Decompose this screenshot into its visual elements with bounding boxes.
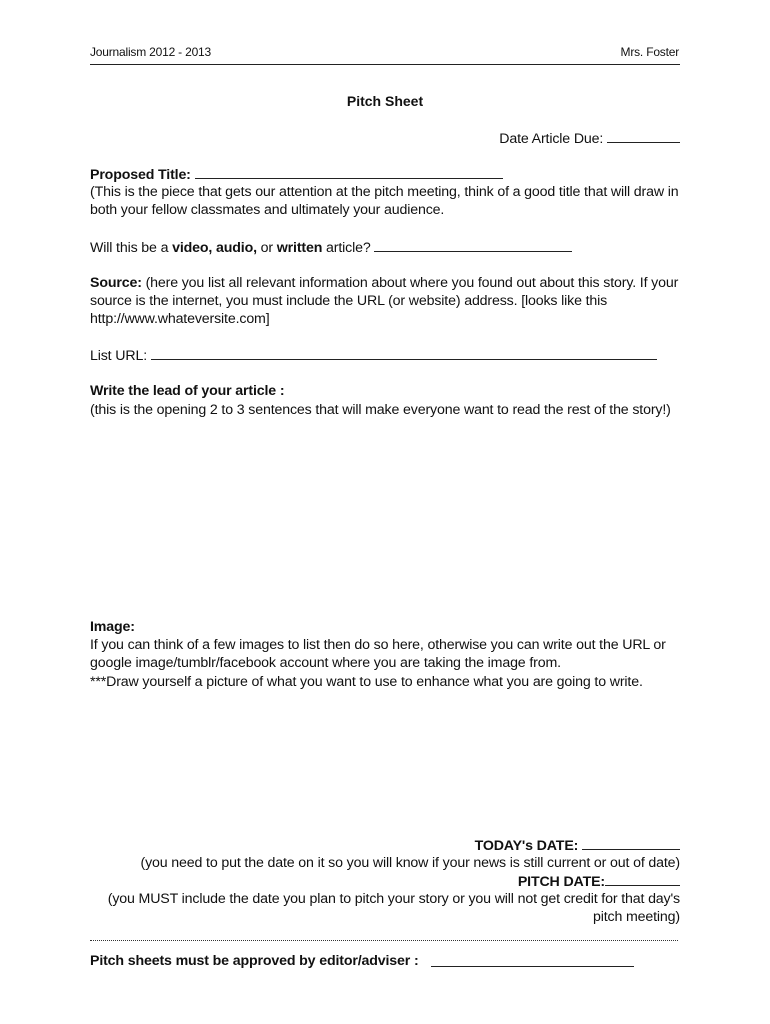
image-label: Image:: [90, 619, 135, 635]
format-option-written: written: [276, 240, 323, 256]
todays-date-note: (you need to put the date on it so you will know if your news is still current or out of date): [140, 855, 680, 871]
proposed-title-field[interactable]: [195, 165, 503, 179]
date-due-field[interactable]: [607, 129, 680, 143]
list-url-row: [90, 346, 690, 365]
pitch-date-note: (you MUST include the date you plan to pitch your story or you will not get credit for that day's pitch meeting): [107, 891, 680, 926]
image-drawing-area[interactable]: [90, 715, 680, 830]
proposed-title-label: Proposed Title:: [90, 167, 195, 183]
format-answer-field[interactable]: [374, 238, 572, 252]
pitch-date-label: PITCH DATE:: [517, 874, 605, 890]
todays-date-field[interactable]: [582, 836, 680, 850]
date-due-row: [499, 129, 680, 148]
lead-writing-area[interactable]: [90, 445, 680, 610]
lead-label: Write the lead of your article :: [90, 383, 285, 399]
dotted-separator: [90, 940, 678, 941]
todays-date-label: TODAY's DATE:: [474, 838, 582, 854]
header-teacher: Mrs. Foster: [620, 45, 679, 59]
list-url-field[interactable]: [151, 346, 657, 360]
source-paragraph: [90, 274, 682, 329]
image-instructions: If you can think of a few images to list then do so here, otherwise you can write out the URL or google image/tumblr/facebook account where you are taking the image from.: [90, 637, 666, 672]
date-due-label: Date Article Due:: [499, 131, 607, 147]
format-question-mid: or: [256, 240, 277, 256]
format-option-video-audio: video, audio,: [172, 240, 257, 256]
pitch-date-field[interactable]: [605, 872, 680, 886]
format-question-row: [90, 238, 690, 257]
image-drawing-note: ***Draw yourself a picture of what you want to use to enhance what you are going to write.: [90, 674, 643, 690]
lead-note: (this is the opening 2 to 3 sentences that will make everyone want to read the rest of the story!): [90, 402, 671, 418]
proposed-title-row: [90, 165, 690, 184]
format-question-prefix: Will this be a: [90, 240, 173, 256]
format-question-suffix: article?: [322, 240, 375, 256]
approval-label: Pitch sheets must be approved by editor/adviser :: [90, 953, 419, 969]
list-url-label: List URL:: [90, 348, 151, 364]
header-rule: [90, 64, 680, 65]
page-title: Pitch Sheet: [346, 93, 424, 109]
pitch-date-row: [518, 872, 680, 891]
source-text: (here you list all relevant information about where you found out about this story. If your source is the internet, you must include the URL (or website) address. [looks like this http://www.whateversite.com]: [90, 275, 679, 328]
todays-date-row: [475, 836, 680, 855]
source-label: Source:: [90, 275, 142, 291]
proposed-title-note: (This is the piece that gets our attention at the pitch meeting, think of a good title that will draw in both your fellow classmates and ultimately your audience.: [90, 184, 679, 219]
header-course: Journalism 2012 - 2013: [90, 45, 212, 59]
approval-signature-field[interactable]: [431, 952, 634, 967]
